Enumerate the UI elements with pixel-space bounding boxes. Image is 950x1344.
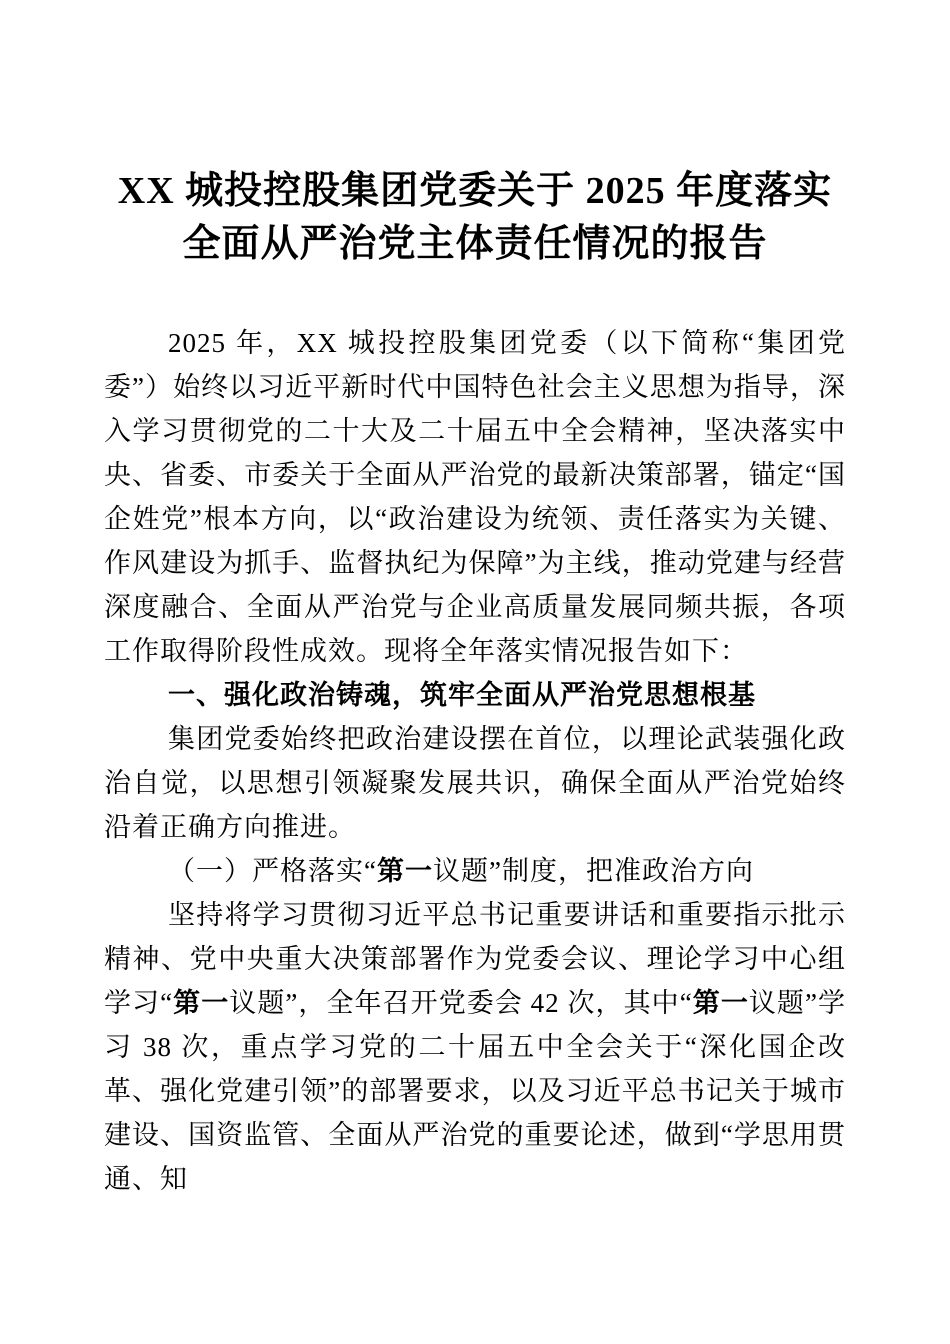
- text-run: 议题”，全年召开党委会 42 次，其中“: [229, 988, 693, 1018]
- bold-text-run: 第一: [692, 988, 749, 1018]
- section-heading-1: 一、强化政治铸魂，筑牢全面从严治党思想根基: [168, 680, 756, 710]
- text-run: 坚持将学习贯彻习近平总书记重要讲话和重要指示批示精神、党中央重大决策部署作为党委会议、理论学习中心组学习“: [104, 900, 846, 1018]
- title-line-1: XX 城投控股集团党委关于 2025 年度落实: [117, 170, 833, 212]
- text-run: （一）严格落实“: [168, 856, 377, 886]
- bold-text-run: 第一: [173, 988, 230, 1018]
- paragraph-section-1: 集团党委始终把政治建设摆在首位，以理论武装强化政治自觉，以思想引领凝聚发展共识，确保全面从严治党始终沿着正确方向推进。: [104, 724, 846, 842]
- text-run: 议题”学习 38 次，重点学习党的二十届五中全会关于“深化国企改革、强化党建引领”的部署要求，以及习近平总书记关于城市建设、国资监管、全面从严治党的重要论述，做到“学思用贯通、知: [104, 988, 847, 1194]
- text-run: 议题”制度，把准政治方向: [432, 856, 754, 886]
- bold-text-run: 第一: [376, 856, 433, 886]
- title-line-2: 全面从严治党主体责任情况的报告: [182, 223, 768, 265]
- paragraph-subsection-1-1: [104, 893, 846, 1201]
- paragraph-intro: 2025 年，XX 城投控股集团党委（以下简称“集团党委”）始终以习近平新时代中国特色社会主义思想为指导，深入学习贯彻党的二十大及二十届五中全会精神，坚决落实中央、省委、市委关于全面从严治党的最新决策部署，锚定“国企姓党”根本方向，以“政治建设为统领、责任落实为关键、作风建设为抓手、监督执纪为保障”为主线，推动党建与经营深度融合、全面从严治党与企业高质量发展同频共振，各项工作取得阶段性成效。现将全年落实情况报告如下：: [104, 328, 846, 666]
- subsection-heading-1-1: [104, 849, 846, 893]
- document-title: [104, 165, 846, 271]
